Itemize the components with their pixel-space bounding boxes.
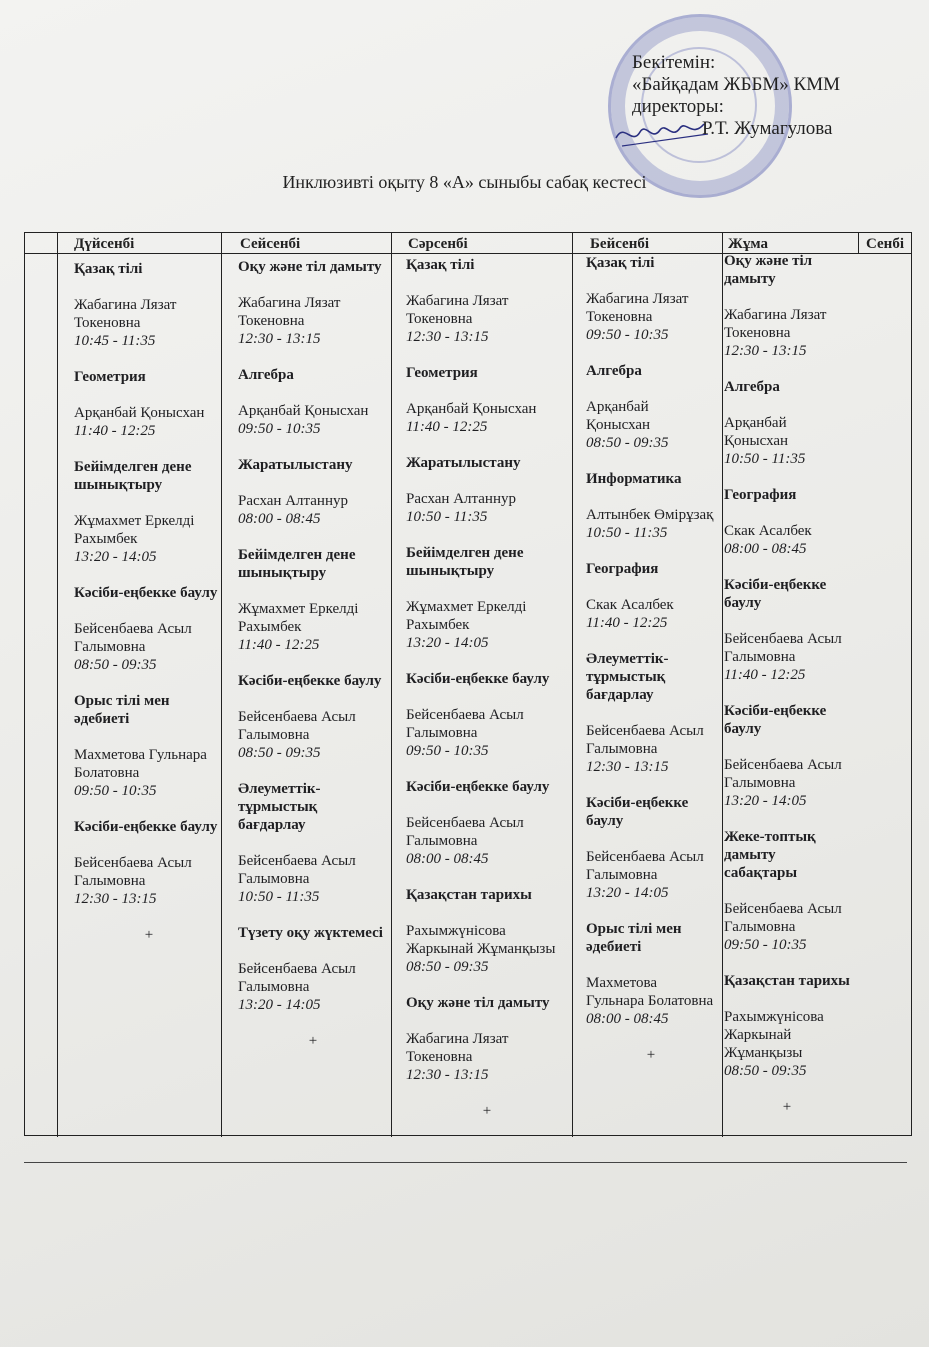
lesson-time: 10:45 - 11:35 [74,333,156,349]
lesson-teacher: Махметова Гульнара Болатовна [586,975,714,1009]
header-wednesday: Сәрсенбі [408,236,468,252]
lesson-entry [238,672,388,762]
lesson-time: 11:40 - 12:25 [238,637,320,653]
lesson-teacher: Бейсенбаева Асыл Галымовна [406,815,524,849]
lesson-entry [406,670,568,760]
lesson-entry [724,576,850,684]
lesson-subject: Қазақстан тарихы [724,973,850,989]
lesson-teacher: Жабагина Лязат Токеновна [406,293,509,327]
monday-column [74,260,224,944]
lesson-teacher: Жұмахмет Еркелді Рахымбек [238,601,359,635]
approval-director-name: Р.Т. Жумагулова [702,118,833,139]
lesson-teacher: Жұмахмет Еркелді Рахымбек [74,513,195,547]
lesson-subject: Түзету оқу жүктемесі [238,925,383,941]
lesson-time: 08:50 - 09:35 [406,959,489,975]
lesson-time: 11:40 - 12:25 [586,615,668,631]
plus-mark: + [646,1047,656,1063]
lesson-time: 08:50 - 09:35 [238,745,321,761]
lesson-subject: Геометрия [74,369,146,385]
lesson-teacher: Арқанбай Қонысхан [406,401,537,417]
lesson-time: 13:20 - 14:05 [406,635,489,651]
lesson-subject: Кәсіби-еңбекке баулу [724,577,827,611]
lesson-entry [586,650,716,776]
approval-position: директоры: [632,96,724,117]
lesson-teacher: Жұмахмет Еркелді Рахымбек [406,599,527,633]
lesson-subject: Кәсіби-еңбекке баулу [74,819,218,835]
lesson-subject: Бейімделген дене шынықтыру [74,459,192,493]
lesson-subject: Кәсіби-еңбекке баулу [406,671,550,687]
lesson-time: 12:30 - 13:15 [74,891,157,907]
lesson-time: 10:50 - 11:35 [724,451,806,467]
lesson-subject: Жеке-топтық дамыту сабақтары [724,829,816,881]
lesson-time: 08:00 - 08:45 [586,1011,669,1027]
lesson-subject: Оқу және тіл дамыту [724,253,813,287]
plus-mark: + [782,1099,792,1115]
lesson-time: 12:30 - 13:15 [724,343,807,359]
lesson-entry [74,260,224,350]
wednesday-column [406,256,568,1120]
lesson-subject: Кәсіби-еңбекке баулу [724,703,827,737]
lesson-teacher: Расхан Алтаннур [406,491,516,507]
lesson-teacher: Жабагина Лязат Токеновна [238,295,341,329]
lesson-time: 11:40 - 12:25 [74,423,156,439]
lesson-time: 08:00 - 08:45 [724,541,807,557]
lesson-entry [74,584,224,674]
lesson-time: 12:30 - 13:15 [586,759,669,775]
lesson-teacher: Бейсенбаева Асыл Галымовна [74,855,192,889]
lesson-time: 08:50 - 09:35 [74,657,157,673]
lesson-teacher: Бейсенбаева Асыл Галымовна [586,723,704,757]
lesson-subject: Жаратылыстану [238,457,353,473]
lesson-entry [238,366,388,438]
lesson-teacher: Жабагина Лязат Токеновна [74,297,177,331]
lesson-time: 09:50 - 10:35 [238,421,321,437]
lesson-entry [586,560,716,632]
lesson-subject: Әлеуметтік-тұрмыстық бағдарлау [238,781,321,833]
lesson-entry [406,256,568,346]
lesson-entry [74,368,224,440]
lesson-time: 11:40 - 12:25 [406,419,488,435]
approval-block [632,52,922,140]
lesson-subject: Бейімделген дене шынықтыру [238,547,356,581]
lesson-teacher: Бейсенбаева Асыл Галымовна [238,709,356,743]
lesson-teacher: Алтынбек Өмірұзақ [586,507,714,523]
lesson-teacher: Бейсенбаева Асыл Галымовна [586,849,704,883]
header-saturday: Сенбі [866,236,904,252]
lesson-teacher: Жабагина Лязат Токеновна [406,1031,509,1065]
lesson-entry [238,924,388,1014]
lesson-subject: Қазақстан тарихы [406,887,532,903]
document-title: Инклюзивті оқыту 8 «А» сыныбы сабақ кестесі [282,172,647,192]
lesson-entry [586,362,716,452]
lesson-entry [238,780,388,906]
lesson-time: 09:50 - 10:35 [586,327,669,343]
table-bottom-rule [24,1162,907,1163]
lesson-time: 12:30 - 13:15 [238,331,321,347]
lesson-subject: Жаратылыстану [406,455,521,471]
lesson-entry [406,544,568,652]
lesson-entry [406,364,568,436]
lesson-teacher: Бейсенбаева Асыл Галымовна [724,757,842,791]
lesson-time: 09:50 - 10:35 [406,743,489,759]
lesson-teacher: Жабагина Лязат Токеновна [586,291,689,325]
lesson-entry [586,470,716,542]
lesson-teacher: Рахымжүнісова Жаркынай Жұманқызы [724,1009,824,1061]
lesson-teacher: Арқанбай Қонысхан [238,403,369,419]
plus-mark: + [144,927,154,943]
lesson-time: 13:20 - 14:05 [238,997,321,1013]
tuesday-column [238,258,388,1050]
lesson-entry [74,692,224,800]
lesson-teacher: Бейсенбаева Асыл Галымовна [238,853,356,887]
friday-column [724,252,850,1116]
lesson-time: 08:00 - 08:45 [238,511,321,527]
lesson-subject: Оқу және тіл дамыту [238,259,382,275]
lesson-time: 10:50 - 11:35 [586,525,668,541]
lesson-time: 12:30 - 13:15 [406,329,489,345]
lesson-entry [406,994,568,1084]
header-thursday: Бейсенбі [590,236,650,252]
lesson-time: 08:50 - 09:35 [724,1063,807,1079]
lesson-entry [724,486,850,558]
lesson-teacher: Скак Асалбек [724,523,812,539]
lesson-entry [406,778,568,868]
lesson-subject: Кәсіби-еңбекке баулу [406,779,550,795]
lesson-subject: Алгебра [586,363,642,379]
lesson-time: 10:50 - 11:35 [406,509,488,525]
lesson-teacher: Рахымжүнісова Жаркынай Жұманқызы [406,923,556,957]
lesson-time: 13:20 - 14:05 [586,885,669,901]
lesson-subject: Орыс тілі мен әдебиеті [74,693,170,727]
lesson-teacher: Бейсенбаева Асыл Галымовна [724,901,842,935]
lesson-teacher: Махметова Гульнара Болатовна [74,747,207,781]
lesson-entry [724,378,850,468]
lesson-entry [724,702,850,810]
header-friday: Жұма [728,236,768,252]
plus-mark: + [482,1103,492,1119]
lesson-subject: Қазақ тілі [74,261,143,277]
lesson-subject: Бейімделген дене шынықтыру [406,545,524,579]
lesson-subject: Әлеуметтік-тұрмыстық бағдарлау [586,651,669,703]
lesson-teacher: Бейсенбаева Асыл Галымовна [238,961,356,995]
lesson-time: 09:50 - 10:35 [724,937,807,953]
approval-organization: «Байқадам ЖББМ» КММ [632,74,840,95]
lesson-time: 10:50 - 11:35 [238,889,320,905]
lesson-entry [238,456,388,528]
lesson-teacher: Расхан Алтаннур [238,493,348,509]
lesson-time: 13:20 - 14:05 [74,549,157,565]
lesson-teacher: Бейсенбаева Асыл Галымовна [406,707,524,741]
lesson-entry [724,828,850,954]
lesson-subject: Қазақ тілі [406,257,475,273]
lesson-subject: Кәсіби-еңбекке баулу [74,585,218,601]
lesson-subject: Орыс тілі мен әдебиеті [586,921,682,955]
lesson-subject: Қазақ тілі [586,255,655,271]
lesson-subject: Информатика [586,471,682,487]
lesson-entry [74,818,224,908]
lesson-entry [406,886,568,976]
lesson-subject: Алгебра [238,367,294,383]
lesson-teacher: Скак Асалбек [586,597,674,613]
lesson-entry [238,258,388,348]
lesson-entry [586,794,716,902]
lesson-time: 11:40 - 12:25 [724,667,806,683]
lesson-teacher: Бейсенбаева Асыл Галымовна [724,631,842,665]
lesson-time: 08:50 - 09:35 [586,435,669,451]
header-tuesday: Сейсенбі [240,236,301,252]
lesson-entry [238,546,388,654]
lesson-time: 09:50 - 10:35 [74,783,157,799]
lesson-teacher: Жабагина Лязат Токеновна [724,307,827,341]
lesson-subject: Геометрия [406,365,478,381]
header-monday: Дүйсенбі [74,236,135,252]
lesson-time: 12:30 - 13:15 [406,1067,489,1083]
lesson-entry [586,254,716,344]
thursday-column [586,254,716,1064]
lesson-subject: Алгебра [724,379,780,395]
lesson-entry [406,454,568,526]
lesson-entry [586,920,716,1028]
lesson-teacher: Арқанбай Қонысхан [724,415,789,449]
lesson-time: 08:00 - 08:45 [406,851,489,867]
lesson-time: 13:20 - 14:05 [724,793,807,809]
lesson-teacher: Арқанбай Қонысхан [74,405,205,421]
lesson-subject: География [724,487,797,503]
lesson-subject: Кәсіби-еңбекке баулу [586,795,689,829]
lesson-entry [724,972,850,1080]
lesson-entry [724,252,850,360]
lesson-subject: Оқу және тіл дамыту [406,995,550,1011]
lesson-teacher: Бейсенбаева Асыл Галымовна [74,621,192,655]
lesson-entry [74,458,224,566]
lesson-subject: Кәсіби-еңбекке баулу [238,673,382,689]
approval-heading: Бекітемін: [632,52,716,73]
lesson-teacher: Арқанбай Қонысхан [586,399,651,433]
plus-mark: + [308,1033,318,1049]
lesson-subject: География [586,561,659,577]
